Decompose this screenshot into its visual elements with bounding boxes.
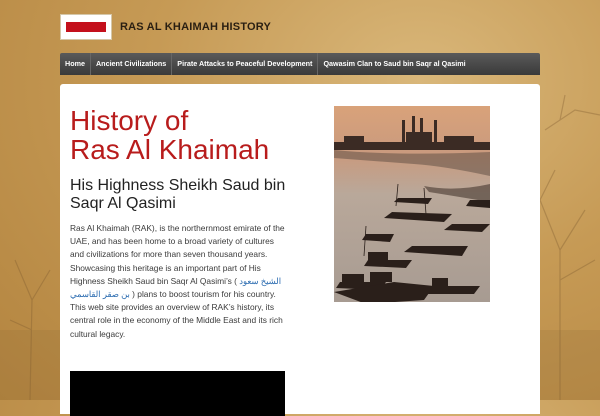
main-content: [60, 84, 540, 414]
video-player[interactable]: [70, 371, 285, 416]
page-title-line2: Ras Al Khaimah: [70, 134, 270, 165]
page-title-line1: History of: [70, 105, 189, 136]
intro-text-part2: ) plans to boost tourism for his country. This web site provides an overview of RAK’s history, its central role in the economy of the Middle East and its rich cultural legacy.: [70, 289, 283, 339]
site-header: [60, 12, 271, 42]
nav-item-qawasim-clan[interactable]: Qawasim Clan to Saud bin Saqr al Qasimi: [323, 59, 466, 68]
flag-red-band: [66, 22, 106, 32]
page-title: [70, 106, 310, 164]
intro-text-part1: Ras Al Khaimah (RAK), is the northernmost emirate of the UAE, and has been home to a broad variety of cultures and civilizations for more than seven thousand years. Showcasing this heritage is an important part of His Highness Sheikh Saud bin Saqr Al Qasimi’s (: [70, 223, 285, 286]
arabic-name-link[interactable]: الشيخ سعود بن صقر القاسمي: [70, 275, 282, 300]
nav-item-pirate-attacks[interactable]: Pirate Attacks to Peaceful Development: [177, 59, 313, 68]
page-subtitle: His Highness Sheikh Saud bin Saqr Al Qasimi: [70, 177, 286, 212]
harbor-photo: [334, 106, 490, 302]
nav-item-ancient-civilizations[interactable]: Ancient Civilizations: [95, 59, 167, 68]
site-title[interactable]: RAS AL KHAIMAH HISTORY: [120, 21, 272, 33]
rak-flag-logo[interactable]: [60, 14, 112, 40]
nav-item-home[interactable]: Home: [65, 59, 85, 68]
intro-paragraph: [70, 222, 285, 341]
main-navigation: [60, 53, 540, 75]
